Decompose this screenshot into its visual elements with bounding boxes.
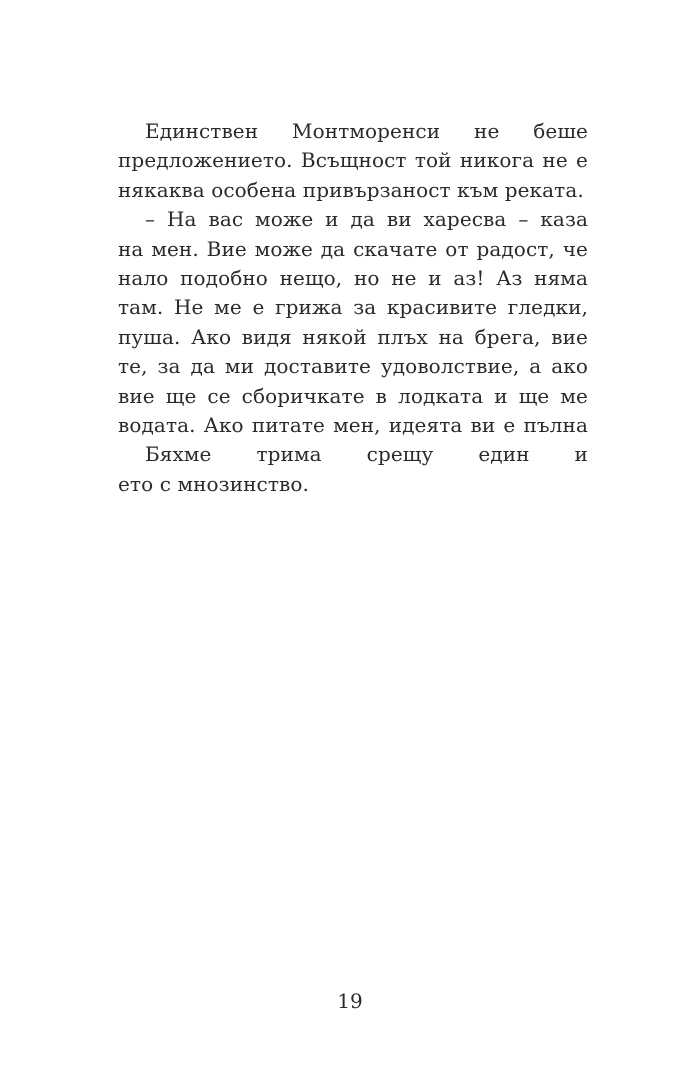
text-line: предложението. Всъщност той никога не е: [118, 148, 588, 173]
text-line: пуша. Ако видя някой плъх на брега, вие: [118, 324, 588, 349]
text-line: там. Не ме е грижа за красивите гледки,: [118, 295, 588, 320]
text-line: те, за да ми доставите удоволствие, а ако: [118, 354, 588, 379]
text-line: – На вас може и да ви харесва – каза: [145, 207, 588, 232]
text-line: някаква особена привързаност към реката.: [118, 177, 584, 202]
text-line: Бяхме трима срещу един и: [145, 442, 588, 467]
body-text: [118, 117, 588, 499]
text-line: вие ще се сборичкате в лодката и ще ме: [118, 383, 588, 408]
page-number: 19: [337, 989, 363, 1013]
text-line: Единствен Монтморенси не беше: [145, 119, 588, 143]
text-line: ето с мнозинство.: [118, 471, 309, 496]
text-line: водата. Ако питате мен, идеята ви е пълна: [118, 412, 588, 437]
text-line: нало подобно нещо, но не и аз! Аз няма: [118, 265, 588, 290]
text-line: на мен. Вие може да скачате от радост, че: [118, 236, 588, 261]
